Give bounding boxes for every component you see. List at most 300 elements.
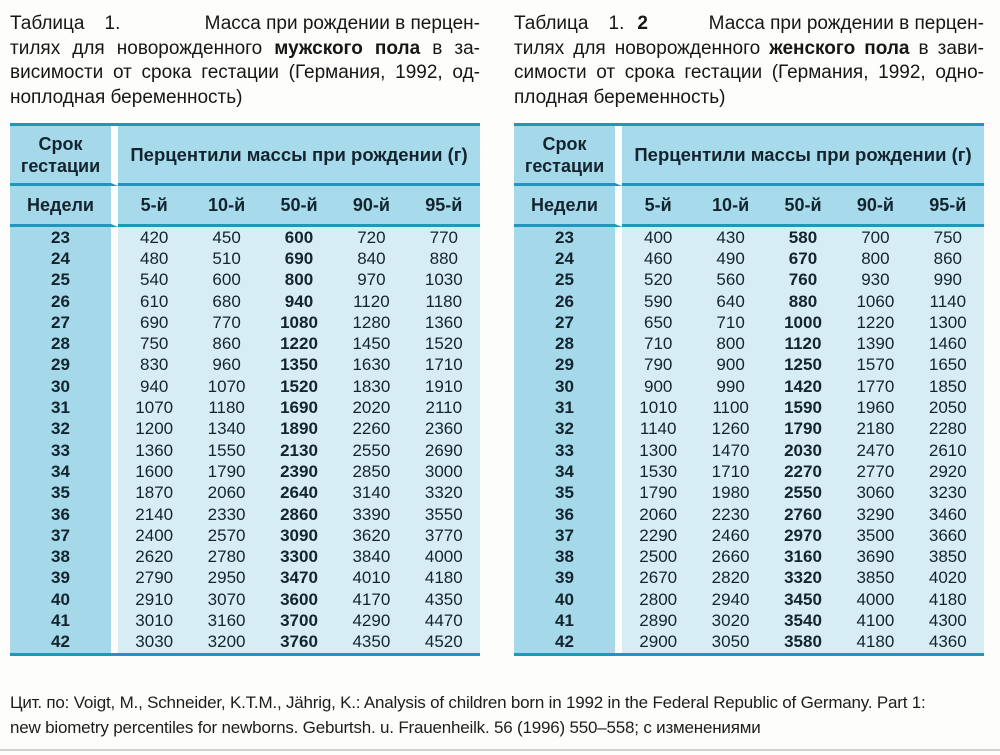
title-line: плодная беременность) — [514, 86, 726, 108]
value-cell: 3460 — [912, 504, 984, 525]
percentile-column-header: 50-й — [767, 186, 839, 227]
value-cell: 3090 — [263, 525, 335, 546]
table-row — [514, 291, 984, 312]
table-row — [10, 270, 480, 291]
value-cell: 1470 — [694, 440, 766, 461]
value-cell: 1630 — [335, 355, 407, 376]
value-cell: 1710 — [408, 355, 480, 376]
value-cell: 1590 — [767, 397, 839, 418]
percentile-column-header: 10-й — [694, 186, 766, 227]
value-cell: 2850 — [335, 461, 407, 482]
table-title-male — [10, 12, 480, 110]
value-cell: 3660 — [912, 525, 984, 546]
value-cell: 2390 — [263, 461, 335, 482]
value-cell: 1960 — [839, 397, 911, 418]
value-cell: 860 — [190, 333, 262, 354]
value-cell: 1420 — [767, 376, 839, 397]
title-number-2: 2 — [637, 13, 648, 34]
header-text: гестации — [20, 155, 101, 176]
value-cell: 710 — [622, 333, 694, 354]
value-cell: 3050 — [694, 632, 766, 653]
value-cell: 1360 — [408, 312, 480, 333]
value-cell: 1600 — [118, 461, 190, 482]
value-cell: 900 — [694, 355, 766, 376]
value-cell: 720 — [335, 227, 407, 248]
value-cell: 1300 — [912, 312, 984, 333]
week-cell: 40 — [514, 589, 622, 610]
value-cell: 2660 — [694, 546, 766, 567]
value-cell: 600 — [263, 227, 335, 248]
value-cell: 880 — [408, 248, 480, 269]
week-cell: 23 — [514, 227, 622, 248]
value-cell: 460 — [622, 248, 694, 269]
value-cell: 2860 — [263, 504, 335, 525]
value-cell: 2920 — [912, 461, 984, 482]
value-cell: 1260 — [694, 419, 766, 440]
value-cell: 450 — [190, 227, 262, 248]
value-cell: 1650 — [912, 355, 984, 376]
value-cell: 670 — [767, 248, 839, 269]
table-row — [514, 568, 984, 589]
week-cell: 37 — [10, 525, 118, 546]
value-cell: 3390 — [335, 504, 407, 525]
title-line: тилях для новорожденного женского пола в зави- — [514, 37, 984, 59]
value-cell: 800 — [263, 270, 335, 291]
table-row — [514, 419, 984, 440]
title-number: 1. — [104, 13, 121, 34]
value-cell: 1460 — [912, 333, 984, 354]
value-cell: 2820 — [694, 568, 766, 589]
value-cell: 1350 — [263, 355, 335, 376]
value-cell: 400 — [622, 227, 694, 248]
value-cell: 3580 — [767, 632, 839, 653]
table-row — [514, 248, 984, 269]
percentile-column-header: 5-й — [118, 186, 190, 227]
value-cell: 1790 — [190, 461, 262, 482]
table-row — [514, 227, 984, 248]
value-cell: 690 — [118, 312, 190, 333]
table-row — [514, 333, 984, 354]
value-cell: 1870 — [118, 483, 190, 504]
value-cell: 1360 — [118, 440, 190, 461]
value-cell: 790 — [622, 355, 694, 376]
value-cell: 770 — [190, 312, 262, 333]
weeks-column-header: Недели — [514, 186, 622, 227]
value-cell: 420 — [118, 227, 190, 248]
value-cell: 770 — [408, 227, 480, 248]
value-cell: 2780 — [190, 546, 262, 567]
value-cell: 3500 — [839, 525, 911, 546]
table-row — [514, 397, 984, 418]
title-word: Таблица — [10, 13, 85, 34]
value-cell: 900 — [622, 376, 694, 397]
header-text: Срок — [38, 133, 83, 154]
value-cell: 2970 — [767, 525, 839, 546]
value-cell: 4180 — [408, 568, 480, 589]
table-row — [10, 397, 480, 418]
percentile-column-header: 50-й — [263, 186, 335, 227]
value-cell: 940 — [263, 291, 335, 312]
week-cell: 27 — [514, 312, 622, 333]
gestation-column-header — [514, 126, 622, 186]
value-cell: 2950 — [190, 568, 262, 589]
citation-line: new biometry percentiles for newborns. Geburtsh. u. Frauenheilk. 56 (1996) 550–558; с изменениями — [10, 717, 761, 737]
title-line-rest: Масса при рождении в перцен- — [708, 13, 984, 34]
week-cell: 24 — [10, 248, 118, 269]
value-cell: 3760 — [263, 632, 335, 653]
value-cell: 4000 — [839, 589, 911, 610]
value-cell: 2060 — [190, 483, 262, 504]
value-cell: 1570 — [839, 355, 911, 376]
table-row — [10, 333, 480, 354]
week-cell: 34 — [10, 461, 118, 482]
title-word: Таблица — [514, 13, 589, 34]
value-cell: 1340 — [190, 419, 262, 440]
week-cell: 41 — [514, 610, 622, 631]
two-column-layout — [10, 12, 990, 656]
table-title-female — [514, 12, 984, 110]
value-cell: 2260 — [335, 419, 407, 440]
value-cell: 1180 — [408, 291, 480, 312]
value-cell: 2640 — [263, 483, 335, 504]
value-cell: 1910 — [408, 376, 480, 397]
value-cell: 3030 — [118, 632, 190, 653]
title-line — [10, 12, 480, 37]
male-percentile-table — [10, 123, 480, 656]
table-row — [10, 291, 480, 312]
value-cell: 760 — [767, 270, 839, 291]
table-row — [514, 312, 984, 333]
value-cell: 2330 — [190, 504, 262, 525]
value-cell: 4170 — [335, 589, 407, 610]
value-cell: 2110 — [408, 397, 480, 418]
value-cell: 510 — [190, 248, 262, 269]
week-cell: 42 — [10, 632, 118, 653]
value-cell: 1070 — [118, 397, 190, 418]
title-line: ноплодная беременность) — [10, 86, 243, 108]
value-cell: 2060 — [622, 504, 694, 525]
value-cell: 1080 — [263, 312, 335, 333]
week-cell: 36 — [514, 504, 622, 525]
value-cell: 2500 — [622, 546, 694, 567]
week-cell: 26 — [10, 291, 118, 312]
value-cell: 1980 — [694, 483, 766, 504]
week-cell: 29 — [10, 355, 118, 376]
value-cell: 4350 — [335, 632, 407, 653]
percentile-column-header: 95-й — [912, 186, 984, 227]
value-cell: 480 — [118, 248, 190, 269]
week-cell: 23 — [10, 227, 118, 248]
week-cell: 42 — [514, 632, 622, 653]
value-cell: 2670 — [622, 568, 694, 589]
value-cell: 430 — [694, 227, 766, 248]
value-cell: 4300 — [912, 610, 984, 631]
value-cell: 3010 — [118, 610, 190, 631]
female-percentile-table — [514, 123, 984, 656]
header-text: Срок — [542, 133, 587, 154]
table-row — [514, 546, 984, 567]
table-row — [514, 483, 984, 504]
header-text: гестации — [524, 155, 605, 176]
value-cell: 2760 — [767, 504, 839, 525]
value-cell: 2030 — [767, 440, 839, 461]
value-cell: 580 — [767, 227, 839, 248]
value-cell: 4010 — [335, 568, 407, 589]
title-line: висимости от срока гестации (Германия, 1992, од- — [10, 62, 480, 83]
value-cell: 1450 — [335, 333, 407, 354]
week-cell: 37 — [514, 525, 622, 546]
value-cell: 2940 — [694, 589, 766, 610]
value-cell: 3020 — [694, 610, 766, 631]
value-cell: 3000 — [408, 461, 480, 482]
week-cell: 29 — [514, 355, 622, 376]
table-row — [514, 610, 984, 631]
value-cell: 710 — [694, 312, 766, 333]
value-cell: 560 — [694, 270, 766, 291]
value-cell: 4470 — [408, 610, 480, 631]
value-cell: 3600 — [263, 589, 335, 610]
table-row — [10, 227, 480, 248]
value-cell: 1120 — [767, 333, 839, 354]
week-cell: 38 — [10, 546, 118, 567]
value-cell: 2360 — [408, 419, 480, 440]
value-cell: 4180 — [912, 589, 984, 610]
value-cell: 490 — [694, 248, 766, 269]
value-cell: 1200 — [118, 419, 190, 440]
weeks-column-header: Недели — [10, 186, 118, 227]
value-cell: 1790 — [622, 483, 694, 504]
value-cell: 4520 — [408, 632, 480, 653]
week-cell: 35 — [10, 483, 118, 504]
value-cell: 3550 — [408, 504, 480, 525]
week-cell: 30 — [10, 376, 118, 397]
table-row — [10, 312, 480, 333]
value-cell: 1890 — [263, 419, 335, 440]
value-cell: 2910 — [118, 589, 190, 610]
value-cell: 4360 — [912, 632, 984, 653]
value-cell: 1140 — [912, 291, 984, 312]
value-cell: 1120 — [335, 291, 407, 312]
title-line: симости от срока гестации (Германия, 1992, одно- — [514, 62, 984, 83]
table-row — [10, 376, 480, 397]
week-cell: 28 — [514, 333, 622, 354]
table-body — [10, 227, 480, 653]
value-cell: 1030 — [408, 270, 480, 291]
percentile-column-header: 5-й — [622, 186, 694, 227]
value-cell: 3470 — [263, 568, 335, 589]
value-cell: 990 — [694, 376, 766, 397]
value-cell: 1550 — [190, 440, 262, 461]
value-cell: 2550 — [335, 440, 407, 461]
value-cell: 1690 — [263, 397, 335, 418]
week-cell: 34 — [514, 461, 622, 482]
value-cell: 3620 — [335, 525, 407, 546]
value-cell: 2230 — [694, 504, 766, 525]
week-cell: 26 — [514, 291, 622, 312]
value-cell: 3290 — [839, 504, 911, 525]
value-cell: 750 — [912, 227, 984, 248]
value-cell: 2900 — [622, 632, 694, 653]
week-cell: 24 — [514, 248, 622, 269]
table-row — [514, 504, 984, 525]
value-cell: 2690 — [408, 440, 480, 461]
week-cell: 31 — [10, 397, 118, 418]
value-cell: 970 — [335, 270, 407, 291]
female-table-section — [514, 12, 984, 656]
value-cell: 4290 — [335, 610, 407, 631]
table-subheader-row — [514, 186, 984, 227]
value-cell: 2130 — [263, 440, 335, 461]
value-cell: 3320 — [767, 568, 839, 589]
value-cell: 2020 — [335, 397, 407, 418]
week-cell: 39 — [514, 568, 622, 589]
value-cell: 750 — [118, 333, 190, 354]
week-cell: 33 — [10, 440, 118, 461]
value-cell: 3060 — [839, 483, 911, 504]
value-cell: 610 — [118, 291, 190, 312]
value-cell: 2550 — [767, 483, 839, 504]
table-row — [514, 589, 984, 610]
value-cell: 930 — [839, 270, 911, 291]
table-row — [10, 461, 480, 482]
table-row — [10, 568, 480, 589]
week-cell: 32 — [10, 419, 118, 440]
value-cell: 1790 — [767, 419, 839, 440]
table-row — [514, 632, 984, 653]
value-cell: 2890 — [622, 610, 694, 631]
value-cell: 1390 — [839, 333, 911, 354]
value-cell: 4020 — [912, 568, 984, 589]
value-cell: 1520 — [408, 333, 480, 354]
value-cell: 3320 — [408, 483, 480, 504]
value-cell: 2770 — [839, 461, 911, 482]
value-cell: 940 — [118, 376, 190, 397]
table-row — [10, 610, 480, 631]
table-row — [10, 525, 480, 546]
value-cell: 840 — [335, 248, 407, 269]
citation-line: Цит. по: Voigt, M., Schneider, K.T.M., Jährig, K.: Analysis of children born in 1992 in the Federal Republic of Germany. Part 1: — [10, 692, 926, 712]
percentile-column-header: 10-й — [190, 186, 262, 227]
table-body — [514, 227, 984, 653]
week-cell: 36 — [10, 504, 118, 525]
value-cell: 990 — [912, 270, 984, 291]
week-cell: 25 — [514, 270, 622, 291]
title-line-rest: Масса при рождении в перцен- — [204, 13, 480, 34]
week-cell: 41 — [10, 610, 118, 631]
week-cell: 27 — [10, 312, 118, 333]
value-cell: 860 — [912, 248, 984, 269]
value-cell: 2140 — [118, 504, 190, 525]
value-cell: 1180 — [190, 397, 262, 418]
value-cell: 1250 — [767, 355, 839, 376]
value-cell: 3160 — [767, 546, 839, 567]
value-cell: 2270 — [767, 461, 839, 482]
value-cell: 590 — [622, 291, 694, 312]
value-cell: 3160 — [190, 610, 262, 631]
value-cell: 1060 — [839, 291, 911, 312]
value-cell: 880 — [767, 291, 839, 312]
value-cell: 1000 — [767, 312, 839, 333]
value-cell: 3850 — [912, 546, 984, 567]
week-cell: 38 — [514, 546, 622, 567]
value-cell: 600 — [190, 270, 262, 291]
table-row — [514, 376, 984, 397]
value-cell: 2180 — [839, 419, 911, 440]
value-cell: 3770 — [408, 525, 480, 546]
table-header-row — [514, 126, 984, 186]
value-cell: 690 — [263, 248, 335, 269]
table-row — [514, 525, 984, 546]
value-cell: 3450 — [767, 589, 839, 610]
gestation-column-header — [10, 126, 118, 186]
week-cell: 28 — [10, 333, 118, 354]
value-cell: 830 — [118, 355, 190, 376]
value-cell: 2290 — [622, 525, 694, 546]
value-cell: 1850 — [912, 376, 984, 397]
percentile-column-header: 95-й — [408, 186, 480, 227]
value-cell: 2400 — [118, 525, 190, 546]
table-subheader-row — [10, 186, 480, 227]
value-cell: 3690 — [839, 546, 911, 567]
value-cell: 800 — [839, 248, 911, 269]
title-line: тилях для новорожденного мужского пола в за- — [10, 37, 480, 59]
value-cell: 2570 — [190, 525, 262, 546]
percentile-group-header: Перцентили массы при рождении (г) — [118, 126, 480, 186]
value-cell: 1530 — [622, 461, 694, 482]
value-cell: 1520 — [263, 376, 335, 397]
value-cell: 3850 — [839, 568, 911, 589]
value-cell: 2050 — [912, 397, 984, 418]
value-cell: 3540 — [767, 610, 839, 631]
value-cell: 1220 — [839, 312, 911, 333]
value-cell: 1300 — [622, 440, 694, 461]
value-cell: 1070 — [190, 376, 262, 397]
value-cell: 2280 — [912, 419, 984, 440]
footer-citation — [10, 690, 1000, 740]
table-row — [10, 546, 480, 567]
value-cell: 1100 — [694, 397, 766, 418]
title-number: 1. — [608, 13, 625, 34]
value-cell: 640 — [694, 291, 766, 312]
value-cell: 1770 — [839, 376, 911, 397]
week-cell: 40 — [10, 589, 118, 610]
value-cell: 1220 — [263, 333, 335, 354]
value-cell: 3840 — [335, 546, 407, 567]
table-row — [514, 270, 984, 291]
percentile-column-header: 90-й — [335, 186, 407, 227]
value-cell: 1010 — [622, 397, 694, 418]
value-cell: 4100 — [839, 610, 911, 631]
value-cell: 540 — [118, 270, 190, 291]
table-row — [514, 355, 984, 376]
value-cell: 2470 — [839, 440, 911, 461]
value-cell: 700 — [839, 227, 911, 248]
table-row — [10, 248, 480, 269]
value-cell: 4000 — [408, 546, 480, 567]
table-row — [10, 355, 480, 376]
table-row — [10, 483, 480, 504]
value-cell: 2790 — [118, 568, 190, 589]
percentile-group-header: Перцентили массы при рождении (г) — [622, 126, 984, 186]
week-cell: 30 — [514, 376, 622, 397]
week-cell: 35 — [514, 483, 622, 504]
scan-edge-line — [0, 749, 1000, 751]
table-row — [10, 504, 480, 525]
value-cell: 1140 — [622, 419, 694, 440]
value-cell: 4350 — [408, 589, 480, 610]
value-cell: 3700 — [263, 610, 335, 631]
table-row — [514, 461, 984, 482]
